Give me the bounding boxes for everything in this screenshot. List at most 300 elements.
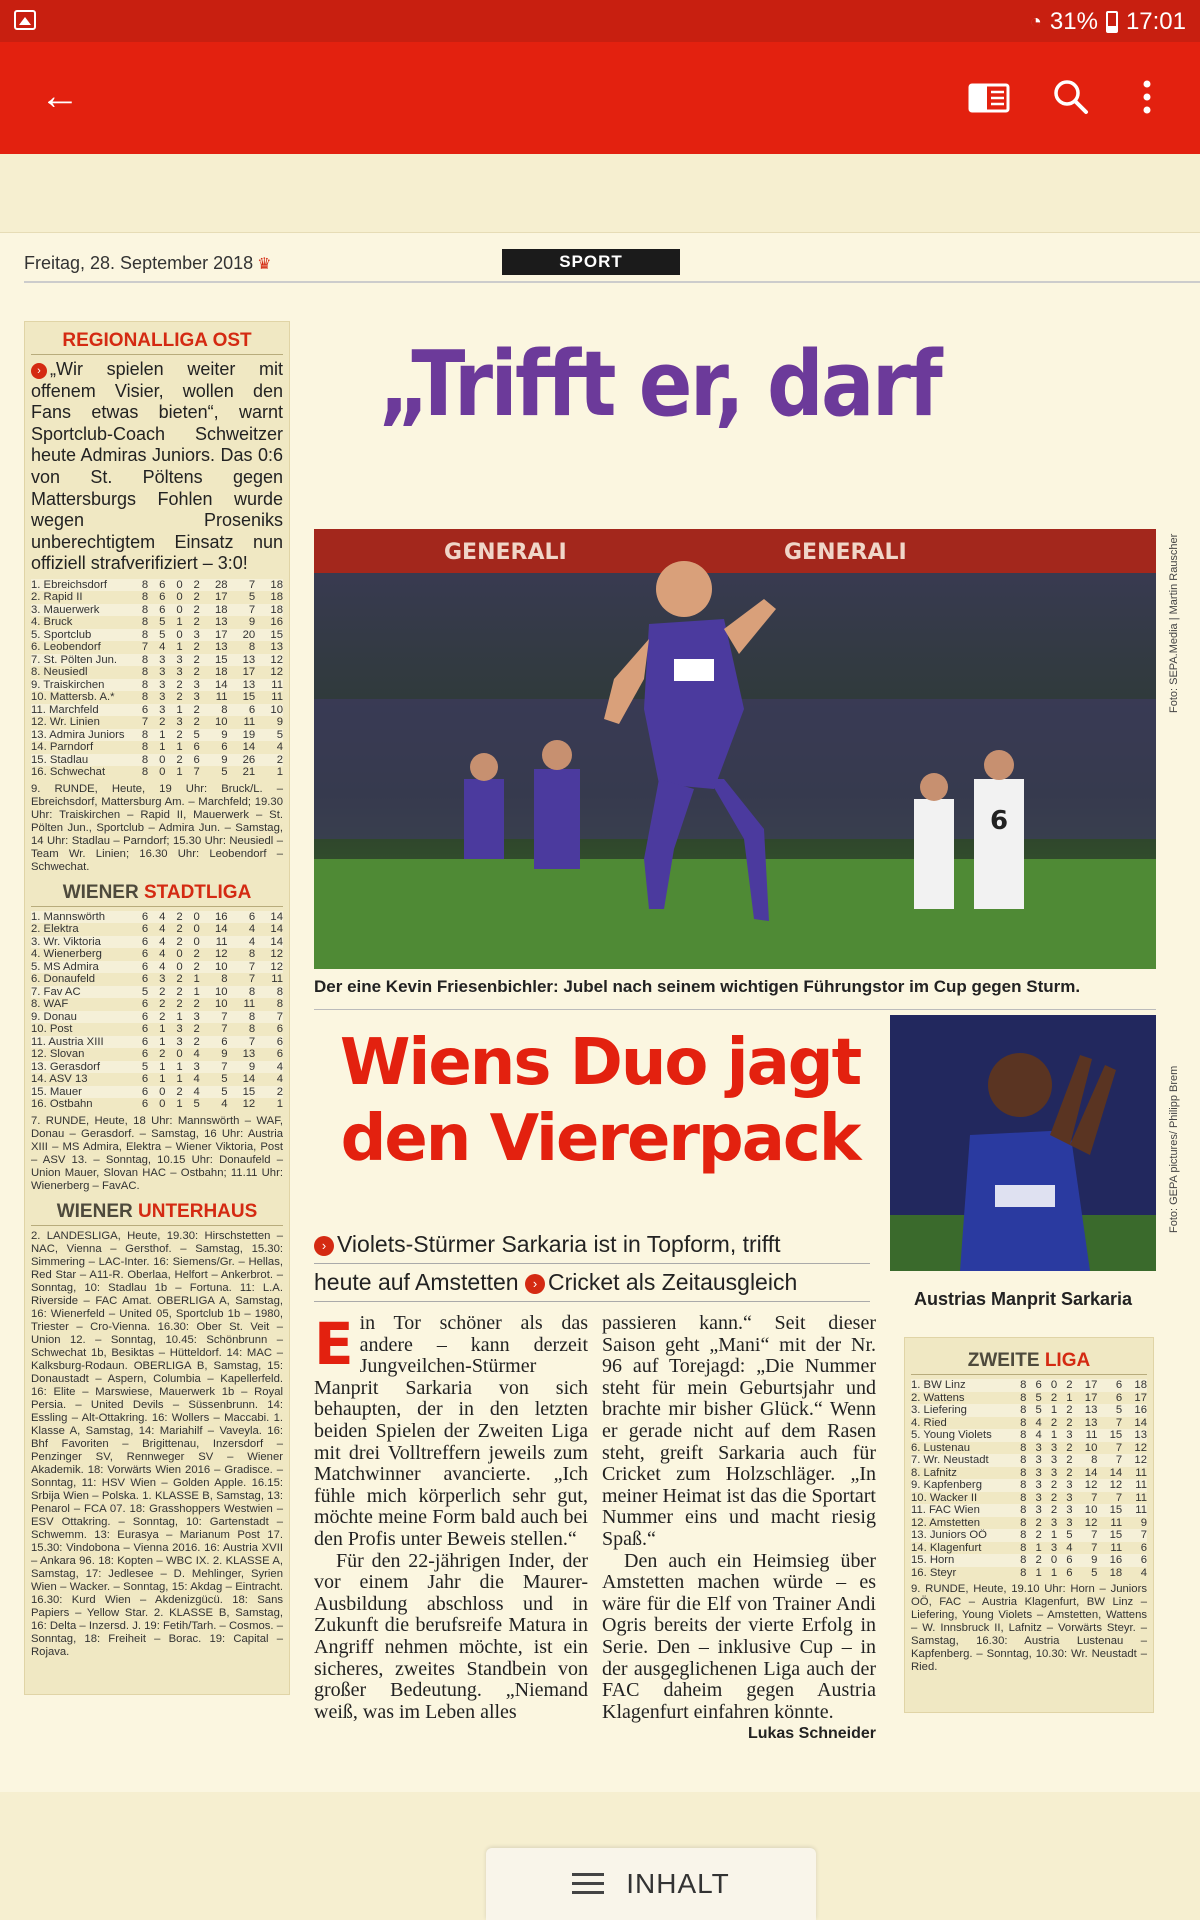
stadtliga-table	[31, 911, 283, 1111]
stat-cell: 6	[1026, 1379, 1041, 1392]
stat-cell: 6	[141, 998, 149, 1011]
stat-cell: 1	[176, 616, 183, 629]
stat-cell: 6	[141, 1073, 149, 1086]
team-name: 16. Schwechat	[31, 766, 106, 779]
inhalt-label: INHALT	[626, 1868, 730, 1899]
stat-cell: 14	[1134, 1416, 1147, 1429]
stat-cell: 0	[183, 936, 200, 949]
stat-cell: 3	[183, 1011, 200, 1024]
stat-cell: 3	[1026, 1479, 1041, 1492]
stat-cell: 2	[159, 1048, 166, 1061]
table-row	[31, 704, 283, 717]
stat-cell: 5	[183, 729, 200, 742]
zweite-liga-fixtures: 9. RUNDE, Heute, 19.10 Uhr: Horn – Juniors OÖ, FAC – Austria Klagenfurt, BW Linz – Liefering, Young Violets – Amstetten, Wattens – W. Innsbruck II, Lafnitz – Vorwärts Steyr. – Samstag, 16.30: Austria Lustenau – Kapfenberg. – Sonntag, 10.30: Wr. Neustadt – Ried.	[911, 1583, 1147, 1673]
stat-cell: 6	[141, 1023, 149, 1036]
stat-cell: 1	[176, 1073, 183, 1086]
heading-part: LIGA	[1044, 1350, 1091, 1371]
date-text: Freitag, 28. September 2018	[24, 253, 254, 273]
stat-cell: 2	[176, 923, 183, 936]
table-of-contents-button[interactable]	[486, 1848, 816, 1920]
stat-cell: 13	[242, 1048, 256, 1061]
team-name: 8. WAF	[31, 998, 69, 1011]
celebration-photo-illustration	[314, 529, 1156, 969]
table-row	[911, 1492, 1147, 1505]
stat-cell: 15	[1097, 1529, 1122, 1542]
stat-cell: 1	[1042, 1404, 1057, 1417]
stat-cell: 3	[1057, 1429, 1072, 1442]
team-name: 4. Ried	[911, 1416, 947, 1429]
stat-cell: 5	[193, 1098, 200, 1111]
stat-cell: 6	[141, 923, 149, 936]
stat-cell: 0	[148, 754, 165, 767]
stat-cell: 8	[1020, 1541, 1027, 1554]
stat-cell: 28	[200, 579, 228, 592]
stat-cell: 0	[176, 591, 183, 604]
table-row	[911, 1454, 1147, 1467]
stat-cell: 12	[242, 1098, 256, 1111]
stat-cell: 6	[131, 1086, 148, 1099]
team-name: 5. Young Violets	[911, 1429, 1011, 1442]
stat-cell: 11	[243, 998, 256, 1011]
stat-cell: 4	[193, 1048, 200, 1061]
table-row	[31, 973, 283, 986]
search-button[interactable]	[1048, 74, 1094, 120]
stat-cell: 21	[242, 766, 256, 779]
article-paragraph	[314, 1310, 588, 1551]
stat-cell: 13	[1084, 1416, 1098, 1429]
stat-cell: 3	[1035, 1491, 1042, 1504]
stat-cell: 6	[1140, 1541, 1147, 1554]
stat-cell: 4	[148, 936, 165, 949]
table-row	[911, 1542, 1147, 1555]
stat-cell: 4	[183, 1086, 200, 1099]
stat-cell: 1	[1035, 1566, 1042, 1579]
stat-cell: 0	[176, 948, 183, 961]
team-name: 12. Slovan	[31, 1048, 85, 1061]
stat-cell: 5	[255, 729, 283, 742]
stat-cell: 10	[214, 998, 228, 1011]
stat-cell: 15	[200, 654, 228, 667]
team-name: 12. Amstetten	[911, 1516, 981, 1529]
heading-part: ZWEITE	[967, 1350, 1045, 1371]
stat-cell: 0	[176, 1048, 183, 1061]
stat-cell: 2	[1066, 1416, 1073, 1429]
stat-cell: 2	[183, 961, 200, 974]
stat-cell: 8	[141, 741, 149, 754]
stat-cell: 0	[183, 911, 200, 924]
stat-cell: 9	[276, 716, 283, 729]
stat-cell: 8	[1011, 1479, 1026, 1492]
more-options-button[interactable]	[1124, 74, 1170, 120]
stat-cell: 11	[255, 679, 283, 692]
table-row	[911, 1504, 1147, 1517]
stat-cell: 4	[221, 1098, 228, 1111]
team-name: 16. Steyr	[911, 1566, 957, 1579]
header-divider	[24, 281, 1200, 283]
stat-cell: 1	[165, 1011, 182, 1024]
table-row	[31, 604, 283, 617]
stat-cell: 8	[1011, 1554, 1026, 1567]
stat-cell: 13	[214, 641, 228, 654]
stat-cell: 1	[148, 1036, 165, 1049]
stat-cell: 17	[1134, 1391, 1147, 1404]
stat-cell: 6	[131, 1036, 148, 1049]
stat-cell: 0	[1042, 1554, 1057, 1567]
stat-cell: 11	[1122, 1479, 1147, 1492]
stat-cell: 6	[141, 1098, 149, 1111]
back-button[interactable]	[40, 76, 80, 116]
player-photo-illustration	[890, 1015, 1156, 1271]
stat-cell: 8	[1020, 1491, 1027, 1504]
stat-cell: 7	[1091, 1541, 1098, 1554]
stat-cell: 3	[176, 666, 183, 679]
stat-cell: 7	[141, 641, 149, 654]
stat-cell: 8	[141, 691, 149, 704]
stat-cell: 5	[1026, 1404, 1041, 1417]
stat-cell: 4	[148, 911, 165, 924]
stat-cell: 4	[276, 1073, 283, 1086]
unterhaus-fixtures: 2. LANDESLIGA, Heute, 19.30: Hirschstetten – NAC, Vienna – Gersthof. – Samstag, 15.30: Simmering – LAC-Inter. 16: Siemens/Gr. – Hellas, Red Star – A11-R. Oberlaa, Helfort – Ankerbrot. – Sonntag, 10: Stadlau 1b – Fortuna. 11: L.A. Riverside – FAC Amat. OBERLIGA A, Samstag, 16: Wienerfeld – United 05, Sportclub 1b – 1980, Triester – Cro-Vienna. 16.30: Ober St. Veit – Union 12. – Sonntag, 10.45: Schönbrunn – Schwechat 1b, Besiktas – Hütteldorf. 14: MAC – Kalksburg-Rodaun. OBERLIGA B, Samstag, 15: Donaustadt – Aspern, Columbia – Kapellerfeld. 16: Elite – Marswiese, Mauerwerk 1b – Royal Persia. – United Devils – Süssenbrunn. 14: Essling – Alt-Ottakring. 16: Wollers – Maccabi. 1. Klasse A, Samstag, 14: Mariahilf – Vaveyla. 16: Bhf Favoriten – Brigittenau, Inzersdorf – Penzinger SV, Rennweger SV – Wiener Akademik. 18: Vorwärts Wien 2016 – Gradisce. – Sonntag, 11: HSV Wien – Golden Apple. 16.15: Srbija Wien – Polska. 1. KLASSE B, Samstag, 13: Penarol – FCA 07. 18: Grasshoppers Westwien – ESV Ottakring. – Sonntag, 10: Gartenstadt – Schwemm. 13: Eurasya – Marianum Post 17. 15.30: Vindobona – Vienna 2016. 16: Austria XVII – Ankara 96. 18: Kopten – WBC IX. 2. KLASSE A, Samstag, 17: Jedlesee – D. Mehlinger, Syrien Wien – Wacker. – Sonntag, 15: Akdag – Eintracht. 16.30: Kurd Wien – Akdenizgücü. 18: Sans Papiers – Yellow Star. 2. KLASSE B, Samstag, 16: Delta – Inzersd. J. 19: Fetih/Tarh. – Cosmos. – Sonntag, 18: Freiheit – Borac. 19: Capital – Rojava.	[31, 1229, 283, 1658]
stat-cell: 6	[159, 591, 166, 604]
stat-cell: 5	[131, 1061, 148, 1074]
stat-cell: 9	[1140, 1516, 1147, 1529]
table-row	[31, 754, 283, 767]
table-row	[911, 1442, 1147, 1455]
stat-cell: 7	[200, 1061, 228, 1074]
table-row	[31, 654, 283, 667]
newspaper-page-viewer[interactable]	[0, 154, 1200, 1920]
stat-cell: 5	[221, 1073, 228, 1086]
stat-cell: 1	[148, 1061, 165, 1074]
zweite-liga-heading	[911, 1350, 1147, 1375]
team-name: 3. Mauerwerk	[31, 604, 131, 617]
stat-cell: 6	[200, 1036, 228, 1049]
stat-cell: 3	[1057, 1479, 1072, 1492]
stat-cell: 10	[214, 716, 228, 729]
table-row	[31, 716, 283, 729]
deck-text: Violets-Stürmer Sarkaria ist in Topform, trifft	[337, 1231, 781, 1257]
photo-sarkaria	[890, 1015, 1156, 1271]
stadtliga-heading	[31, 882, 283, 907]
stat-cell: 6	[1122, 1554, 1147, 1567]
team-name: 1. Ebreichsdorf	[31, 579, 131, 592]
stat-cell: 4	[159, 948, 166, 961]
stat-cell: 8	[1020, 1516, 1027, 1529]
stat-cell: 2	[193, 616, 200, 629]
stat-cell: 10	[200, 986, 228, 999]
stat-cell: 2	[193, 1023, 200, 1036]
stat-cell: 13	[228, 679, 256, 692]
stat-cell: 5	[159, 616, 166, 629]
stat-cell: 4	[1035, 1416, 1042, 1429]
team-name: 13. Juniors OÖ	[911, 1529, 1011, 1542]
stat-cell: 1	[159, 1023, 166, 1036]
stat-cell: 8	[228, 1011, 256, 1024]
table-row	[911, 1554, 1147, 1567]
reader-view-button[interactable]	[966, 74, 1012, 120]
stat-cell: 8	[131, 579, 148, 592]
stat-cell: 17	[1073, 1379, 1098, 1392]
stat-cell: 8	[131, 754, 148, 767]
photo2-credit: Foto: GEPA pictures/ Philipp Brem	[1168, 1065, 1180, 1233]
stat-cell: 8	[131, 604, 148, 617]
headline-line: Wiens Duo jagt	[339, 1026, 861, 1100]
stat-cell: 8	[248, 641, 256, 654]
team-name: 8. Lafnitz	[911, 1466, 957, 1479]
stat-cell: 6	[131, 911, 148, 924]
stat-cell: 8	[1011, 1429, 1026, 1442]
stat-cell: 2	[183, 654, 200, 667]
table-row	[31, 766, 283, 779]
intro-text: „Wir spielen weiter mit offenem Visier, wollen den Fans etwas bieten“, warnt Sportclub-Coach Schweitzer heute Admiras Juniors. Das 0:6 von St. Pöltens gegen Mattersburgs Fohlen wurde wegen Proseniks unberechtigtem Einsatz nun offiziell strafverifiziert – 3:0!	[31, 359, 283, 574]
stat-cell: 2	[1066, 1466, 1073, 1479]
stat-cell: 7	[228, 604, 256, 617]
deck-divider	[314, 1301, 870, 1302]
stat-cell: 5	[131, 986, 148, 999]
stat-cell: 8	[1011, 1379, 1026, 1392]
stat-cell: 6	[183, 754, 200, 767]
team-name: 14. Parndorf	[31, 741, 94, 754]
stat-cell: 7	[1097, 1454, 1122, 1467]
regionalliga-heading	[31, 330, 283, 355]
stat-cell: 2	[1050, 1491, 1058, 1504]
stat-cell: 4	[276, 741, 283, 754]
stat-cell: 8	[141, 591, 149, 604]
stat-cell: 8	[131, 679, 148, 692]
stat-cell: 3	[159, 973, 166, 986]
stat-cell: 4	[148, 961, 165, 974]
image-notification-icon	[14, 10, 36, 30]
stat-cell: 17	[1084, 1391, 1098, 1404]
results-sidebar	[24, 321, 290, 1695]
stat-cell: 8	[248, 1023, 256, 1036]
main-headline: „Trifft er, darf	[378, 332, 941, 437]
stat-cell: 9	[228, 1061, 256, 1074]
stat-cell: 9	[1073, 1554, 1098, 1567]
stat-cell: 2	[193, 998, 200, 1011]
table-row	[31, 948, 283, 961]
stat-cell: 1	[276, 766, 283, 779]
stat-cell: 6	[1057, 1554, 1072, 1567]
stat-cell: 1	[165, 1061, 182, 1074]
stat-cell: 2	[193, 716, 200, 729]
zweite-liga-box	[904, 1337, 1154, 1713]
team-name: 9. Kapfenberg	[911, 1479, 1011, 1492]
stat-cell: 10	[255, 704, 283, 717]
stat-cell: 11	[271, 973, 283, 986]
stat-cell: 3	[183, 1061, 200, 1074]
team-name: 6. Leobendorf	[31, 641, 101, 654]
search-icon	[1048, 74, 1094, 120]
stat-cell: 6	[131, 961, 148, 974]
stat-cell: 9	[200, 754, 228, 767]
photo1-credit: Foto: SEPA.Media | Martin Rauscher	[1168, 533, 1180, 713]
team-name: 14. Klagenfurt	[911, 1541, 982, 1554]
stat-cell: 3	[148, 654, 165, 667]
stat-cell: 12	[214, 948, 228, 961]
stat-cell: 2	[183, 704, 200, 717]
stat-cell: 2	[165, 936, 182, 949]
table-row	[31, 679, 283, 692]
stat-cell: 12	[270, 948, 283, 961]
stat-cell: 2	[1042, 1479, 1057, 1492]
stat-cell: 26	[228, 754, 256, 767]
stat-cell: 6	[221, 741, 228, 754]
stat-cell: 6	[141, 1048, 149, 1061]
stat-cell: 12	[255, 961, 283, 974]
stat-cell: 3	[1050, 1441, 1058, 1454]
stat-cell: 14	[270, 923, 283, 936]
stat-cell: 4	[159, 923, 166, 936]
stat-cell: 6	[141, 973, 149, 986]
stat-cell: 4	[255, 1061, 283, 1074]
team-name: 10. Post	[31, 1023, 73, 1036]
newspaper-page	[0, 232, 1200, 1792]
stat-cell: 18	[255, 579, 283, 592]
stat-cell: 7	[228, 1036, 256, 1049]
stat-cell: 16	[1122, 1404, 1147, 1417]
stat-cell: 11	[1110, 1516, 1123, 1529]
stat-cell: 18	[200, 604, 228, 617]
stat-cell: 3	[1050, 1541, 1058, 1554]
stat-cell: 2	[1057, 1379, 1072, 1392]
stat-cell: 6	[1115, 1391, 1123, 1404]
team-name: 7. Fav AC	[31, 986, 131, 999]
stat-cell: 1	[276, 1098, 283, 1111]
team-name: 15. Stadlau	[31, 754, 131, 767]
stat-cell: 1	[1042, 1429, 1057, 1442]
stat-cell: 2	[159, 716, 166, 729]
table-row	[31, 729, 283, 742]
stat-cell: 8	[228, 986, 256, 999]
back-arrow-icon: ←	[40, 74, 80, 118]
stat-cell: 4	[1026, 1429, 1041, 1442]
stat-cell: 2	[1026, 1554, 1041, 1567]
stat-cell: 0	[165, 579, 182, 592]
stat-cell: 4	[1066, 1541, 1073, 1554]
table-row	[31, 691, 283, 704]
stat-cell: 2	[165, 754, 182, 767]
stat-cell: 3	[1066, 1491, 1073, 1504]
stat-cell: 6	[131, 936, 148, 949]
table-row	[31, 936, 283, 949]
stat-cell: 2	[1026, 1529, 1041, 1542]
table-row	[31, 1073, 283, 1086]
table-row	[911, 1429, 1147, 1442]
stat-cell: 16	[200, 911, 228, 924]
team-name: 16. Ostbahn	[31, 1098, 93, 1111]
table-row	[911, 1417, 1147, 1430]
stat-cell: 8	[1073, 1454, 1098, 1467]
stat-cell: 13	[214, 616, 228, 629]
stat-cell: 6	[228, 704, 256, 717]
paragraph-text: in Tor schöner als das andere – kann derzeit Jungveilchen-Stürmer Manprit Sarkaria von sich behaupten, der in den letzten beiden Spielen der Zweiten Liga mit drei Volltreffern jeweils zum Matchwinner avancierte. „Ich fühle mich körperlich sehr gut, möchte meine Form bald auch bei den Profis unter Beweis stellen.“	[314, 1312, 588, 1550]
stat-cell: 3	[165, 1036, 182, 1049]
wifi-icon: ◔	[1029, 10, 1042, 33]
stat-cell: 8	[141, 616, 149, 629]
team-name: 2. Wattens	[911, 1391, 965, 1404]
stat-cell: 2	[183, 579, 200, 592]
table-row	[31, 998, 283, 1011]
stat-cell: 2	[148, 1011, 165, 1024]
team-name: 14. ASV 13	[31, 1073, 88, 1086]
status-right	[1030, 8, 1186, 36]
stat-cell: 4	[1140, 1566, 1147, 1579]
stat-cell: 18	[214, 666, 228, 679]
stat-cell: 3	[1066, 1516, 1073, 1529]
stat-cell: 5	[221, 766, 228, 779]
stat-cell: 2	[165, 729, 182, 742]
stat-cell: 7	[200, 1011, 228, 1024]
heading-part: WIENER	[56, 1200, 138, 1222]
stat-cell: 8	[276, 998, 283, 1011]
stat-cell: 8	[1011, 1529, 1026, 1542]
stat-cell: 11	[1110, 1541, 1123, 1554]
stat-cell: 8	[1020, 1416, 1027, 1429]
paragraph-text: Den auch ein Heimsieg über Amstetten machen würde – es wäre für die Elf von Trainer Andi Ogris bereits der vierte Erfolg in Serie. Den – inklusive Cup – in der ausgeglichenen Liga auch der FAC daheim gegen Austria Klagenfurt einfahren könnte.	[602, 1549, 876, 1723]
stat-cell: 10	[1084, 1441, 1098, 1454]
stat-cell: 13	[1122, 1429, 1147, 1442]
section-tag: SPORT	[502, 249, 680, 275]
heading-part: STADTLIGA	[143, 881, 252, 903]
stat-cell: 2	[165, 911, 182, 924]
stat-cell: 12	[1122, 1454, 1147, 1467]
stat-cell: 2	[159, 998, 166, 1011]
stat-cell: 1	[176, 641, 183, 654]
stat-cell: 7	[1073, 1529, 1098, 1542]
unterhaus-heading	[31, 1201, 283, 1226]
stat-cell: 8	[200, 704, 228, 717]
table-row	[31, 1086, 283, 1099]
stat-cell: 7	[141, 716, 149, 729]
stat-cell: 2	[1057, 1454, 1072, 1467]
stat-cell: 18	[1109, 1566, 1123, 1579]
photo-friesenbichler	[314, 529, 1156, 969]
stat-cell: 6	[276, 1048, 283, 1061]
stat-cell: 17	[242, 666, 256, 679]
stat-cell: 10	[1073, 1504, 1098, 1517]
stat-cell: 2	[165, 986, 182, 999]
stat-cell: 0	[159, 1098, 166, 1111]
team-name: 7. Wr. Neustadt	[911, 1454, 1011, 1467]
stat-cell: 15	[1097, 1429, 1122, 1442]
stat-cell: 3	[1035, 1466, 1042, 1479]
stat-cell: 3	[1042, 1454, 1057, 1467]
stat-cell: 14	[255, 936, 283, 949]
stat-cell: 0	[165, 629, 182, 642]
stat-cell: 4	[193, 1073, 200, 1086]
stat-cell: 3	[159, 691, 166, 704]
stat-cell: 0	[165, 961, 182, 974]
stat-cell: 13	[228, 654, 256, 667]
team-name: 8. Neusiedl	[31, 666, 88, 679]
team-name: 13. Gerasdorf	[31, 1061, 131, 1074]
team-name: 7. St. Pölten Jun.	[31, 654, 131, 667]
stat-cell: 8	[141, 666, 149, 679]
ad-board-text: GENERALI	[444, 540, 567, 565]
status-bar	[0, 0, 1200, 42]
stat-cell: 8	[1011, 1454, 1026, 1467]
crown-icon: ♛	[257, 256, 272, 273]
deck-text: heute auf Amstetten	[314, 1269, 519, 1295]
stat-cell: 5	[1091, 1566, 1098, 1579]
table-row	[31, 666, 283, 679]
stat-cell: 9	[248, 616, 256, 629]
team-name: 11. Austria XIII	[31, 1036, 131, 1049]
article-column-1	[314, 1310, 588, 1723]
team-name: 3. Liefering	[911, 1404, 1011, 1417]
table-row	[31, 911, 283, 924]
